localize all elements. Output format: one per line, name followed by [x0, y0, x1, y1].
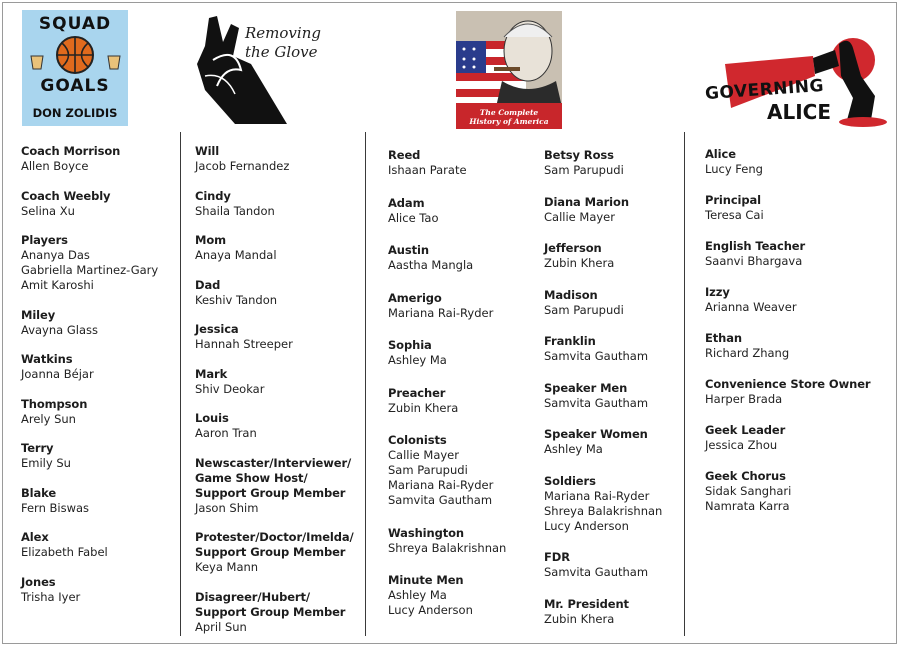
cast-entry — [195, 233, 363, 263]
actor-name: Samvita Gautham — [388, 493, 493, 507]
role-name: Thompson — [21, 396, 88, 411]
actor-name: Allen Boyce — [21, 159, 89, 173]
cast-entry — [195, 278, 363, 308]
role-name: Betsy Ross — [544, 148, 614, 162]
actor-name: Ashley Ma — [388, 588, 447, 602]
role-name: Izzy — [705, 285, 730, 299]
actor-name: Shreya Balakrishnan — [388, 540, 507, 555]
actor-name: Selina Xu — [21, 203, 75, 218]
role-name: Preacher — [388, 385, 446, 400]
cast-entry — [544, 148, 684, 178]
complete-history-line-2: History of America — [469, 117, 549, 126]
actor-name: Arely Sun — [21, 411, 76, 426]
actor-name: Gabriella Martinez-Gary — [21, 263, 159, 277]
actor-name: April Sun — [195, 619, 247, 634]
cast-entry — [388, 338, 538, 368]
removing-the-glove-title — [245, 24, 321, 62]
actor-name: Lucy Anderson — [544, 518, 629, 533]
cast-entry — [705, 423, 890, 453]
actor-name: Jacob Fernandez — [195, 159, 290, 173]
actor-name: Zubin Khera — [544, 256, 615, 270]
role-name: Adam — [388, 195, 425, 210]
role-name: Miley — [21, 307, 56, 322]
role-name: Sophia — [388, 338, 432, 352]
actor-name: Mariana Rai-Ryder — [544, 488, 650, 503]
role-name: Ethan — [705, 331, 742, 345]
role-name: Minute Men — [388, 573, 464, 587]
cast-entry — [705, 239, 890, 269]
cast-entry — [544, 381, 684, 411]
role-name: Convenience Store Owner — [705, 377, 871, 391]
actor-name: Callie Mayer — [388, 448, 459, 462]
cast-entry — [544, 241, 684, 271]
actor-name: Alice Tao — [388, 210, 439, 225]
role-name: Austin — [388, 243, 429, 257]
cast-entry — [195, 189, 363, 219]
cast-entry — [544, 288, 684, 318]
cast-entry — [21, 397, 179, 427]
actor-name: Teresa Cai — [705, 208, 764, 222]
cast-entry — [21, 441, 179, 471]
actor-name: Lucy Anderson — [388, 603, 473, 617]
actor-name: Ishaan Parate — [388, 163, 467, 177]
role-name: Soldiers — [544, 473, 596, 488]
role-name: FDR — [544, 550, 570, 564]
role-name: Louis — [195, 411, 229, 425]
complete-history-of-america-logo — [456, 11, 562, 129]
role-name: Colonists — [388, 433, 447, 447]
role-name: Coach Weebly — [21, 188, 111, 203]
role-name: Jones — [21, 574, 56, 589]
role-name: Reed — [388, 148, 421, 162]
cast-entry — [388, 148, 538, 178]
role-name: Jessica — [195, 322, 239, 336]
role-name: Watkins — [21, 352, 73, 366]
actor-name: Zubin Khera — [544, 611, 615, 626]
cast-entry — [21, 233, 179, 293]
cast-entry — [21, 144, 179, 174]
governing-alice-title-bottom: ALICE — [767, 100, 832, 124]
actor-name: Shaila Tandon — [195, 203, 275, 218]
role-name: Jefferson — [544, 241, 602, 255]
role-name: Madison — [544, 287, 598, 302]
cast-entry — [195, 144, 363, 174]
cast-entry — [544, 597, 684, 627]
role-name: Support Group Member — [195, 604, 346, 619]
role-name: Will — [195, 144, 220, 158]
cast-entry — [705, 193, 890, 223]
role-name: Speaker Women — [544, 427, 648, 441]
actor-name: Aastha Mangla — [388, 258, 474, 272]
role-name: Franklin — [544, 334, 596, 348]
role-name: Support Group Member — [195, 545, 346, 559]
actor-name: Sam Parupudi — [544, 163, 624, 177]
role-name: Protester/Doctor/Imelda/ — [195, 530, 354, 544]
cast-entry — [388, 433, 538, 508]
removing-the-glove-logo — [195, 16, 335, 128]
cast-entry — [21, 352, 179, 382]
actor-name: Mariana Rai-Ryder — [388, 478, 494, 492]
cast-entry — [705, 469, 890, 514]
complete-history-line-1: The Complete — [479, 108, 539, 117]
cup-right-icon — [107, 54, 121, 70]
role-name: Diana Marion — [544, 194, 629, 209]
actor-name: Mariana Rai-Ryder — [388, 305, 494, 320]
cast-entry — [544, 334, 684, 364]
actor-name: Ashley Ma — [544, 442, 603, 456]
column-divider — [365, 132, 366, 636]
actor-name: Hannah Streeper — [195, 337, 293, 351]
removing-the-glove-line-2: the Glove — [245, 43, 318, 61]
actor-name: Richard Zhang — [705, 346, 790, 360]
cast-entry — [544, 474, 684, 534]
role-name: Coach Morrison — [21, 144, 121, 158]
cast-entry — [388, 526, 538, 556]
actor-name: Saanvi Bhargava — [705, 254, 803, 268]
actor-name: Sidak Sanghari — [705, 484, 792, 498]
cast-entry — [705, 331, 890, 361]
role-name: Dad — [195, 277, 221, 292]
role-name: Blake — [21, 485, 57, 500]
role-name: Speaker Men — [544, 380, 628, 395]
cast-entry — [21, 530, 179, 560]
actor-name: Emily Su — [21, 456, 71, 470]
actor-name: Callie Mayer — [544, 209, 615, 224]
actor-name: Zubin Khera — [388, 400, 459, 415]
actor-name: Namrata Karra — [705, 499, 790, 513]
cast-entry — [21, 486, 179, 516]
role-name: Amerigo — [388, 290, 442, 305]
actor-name: Fern Biswas — [21, 500, 90, 515]
cast-column-complete-history-b — [544, 148, 684, 627]
cast-column-squad-goals — [21, 144, 179, 605]
actor-name: Jason Shim — [195, 500, 259, 515]
cast-entry — [705, 377, 890, 407]
role-name: Disagreer/Hubert/ — [195, 589, 310, 604]
actor-name: Trisha Iyer — [21, 589, 81, 604]
actor-name: Shreya Balakrishnan — [544, 503, 663, 518]
cast-entry — [195, 367, 363, 397]
cast-entry — [388, 291, 538, 321]
cast-entry — [388, 243, 538, 273]
cast-entry — [195, 322, 363, 352]
actor-name: Joanna Béjar — [21, 367, 94, 381]
actor-name: Ashley Ma — [388, 353, 447, 367]
governing-alice-logo — [703, 40, 889, 130]
role-name: Terry — [21, 441, 54, 455]
actor-name: Sam Parupudi — [544, 302, 624, 317]
role-name: Support Group Member — [195, 485, 346, 500]
actor-name: Amit Karoshi — [21, 278, 94, 292]
actor-name: Samvita Gautham — [544, 395, 649, 410]
cast-entry — [544, 195, 684, 225]
role-name: Geek Leader — [705, 423, 786, 437]
cast-entry — [195, 456, 363, 516]
actor-name: Sam Parupudi — [388, 463, 468, 477]
role-name: Mark — [195, 366, 228, 381]
cast-entry — [544, 427, 684, 457]
role-name: Mr. President — [544, 596, 629, 611]
governing-alice-title-top: GOVERNING — [704, 75, 825, 105]
cup-left-icon — [30, 54, 44, 70]
cast-entry — [705, 147, 890, 177]
actor-name: Harper Brada — [705, 392, 783, 406]
column-divider — [684, 132, 685, 636]
role-name: Washington — [388, 525, 465, 540]
role-name: Alice — [705, 147, 736, 161]
actor-name: Shiv Deokar — [195, 381, 265, 396]
actor-name: Keya Mann — [195, 560, 259, 574]
squad-goals-title-top: SQUAD — [38, 14, 112, 34]
actor-name: Keshiv Tandon — [195, 292, 278, 307]
cast-entry — [195, 590, 363, 635]
cast-entry — [21, 308, 179, 338]
cast-entry — [388, 386, 538, 416]
role-name: Game Show Host/ — [195, 470, 308, 485]
actor-name: Jessica Zhou — [705, 438, 778, 452]
cast-entry — [705, 285, 890, 315]
cast-column-governing-alice — [705, 147, 890, 514]
cast-column-complete-history-a — [388, 148, 538, 618]
complete-history-title — [456, 108, 562, 126]
role-name: Principal — [705, 193, 762, 207]
actor-name: Samvita Gautham — [544, 349, 649, 363]
cast-entry — [544, 550, 684, 580]
role-name: Players — [21, 233, 68, 247]
squad-goals-author: DON ZOLIDIS — [32, 106, 118, 120]
role-name: Alex — [21, 530, 49, 544]
actor-name: Anaya Mandal — [195, 248, 277, 262]
role-name: Newscaster/Interviewer/ — [195, 455, 352, 470]
cast-column-removing-the-glove — [195, 144, 363, 635]
actor-name: Lucy Feng — [705, 162, 763, 176]
cast-entry — [21, 189, 179, 219]
actor-name: Elizabeth Fabel — [21, 545, 108, 559]
actor-name: Aaron Tran — [195, 426, 257, 440]
cast-entry — [195, 411, 363, 441]
cast-entry — [195, 530, 363, 575]
column-divider — [180, 132, 181, 636]
cast-entry — [388, 573, 538, 618]
cast-entry — [21, 575, 179, 605]
actor-name: Ananya Das — [21, 248, 90, 262]
squad-goals-title-bottom: GOALS — [40, 76, 110, 96]
actor-name: Samvita Gautham — [544, 565, 649, 579]
basketball-icon — [55, 35, 95, 75]
actor-name: Avayna Glass — [21, 322, 98, 337]
role-name: Geek Chorus — [705, 469, 786, 483]
role-name: Mom — [195, 233, 227, 247]
role-name: English Teacher — [705, 239, 806, 253]
removing-the-glove-line-1: Removing — [245, 24, 321, 42]
role-name: Cindy — [195, 188, 231, 203]
actor-name: Arianna Weaver — [705, 300, 797, 314]
cast-entry — [388, 196, 538, 226]
squad-goals-logo — [22, 10, 128, 126]
